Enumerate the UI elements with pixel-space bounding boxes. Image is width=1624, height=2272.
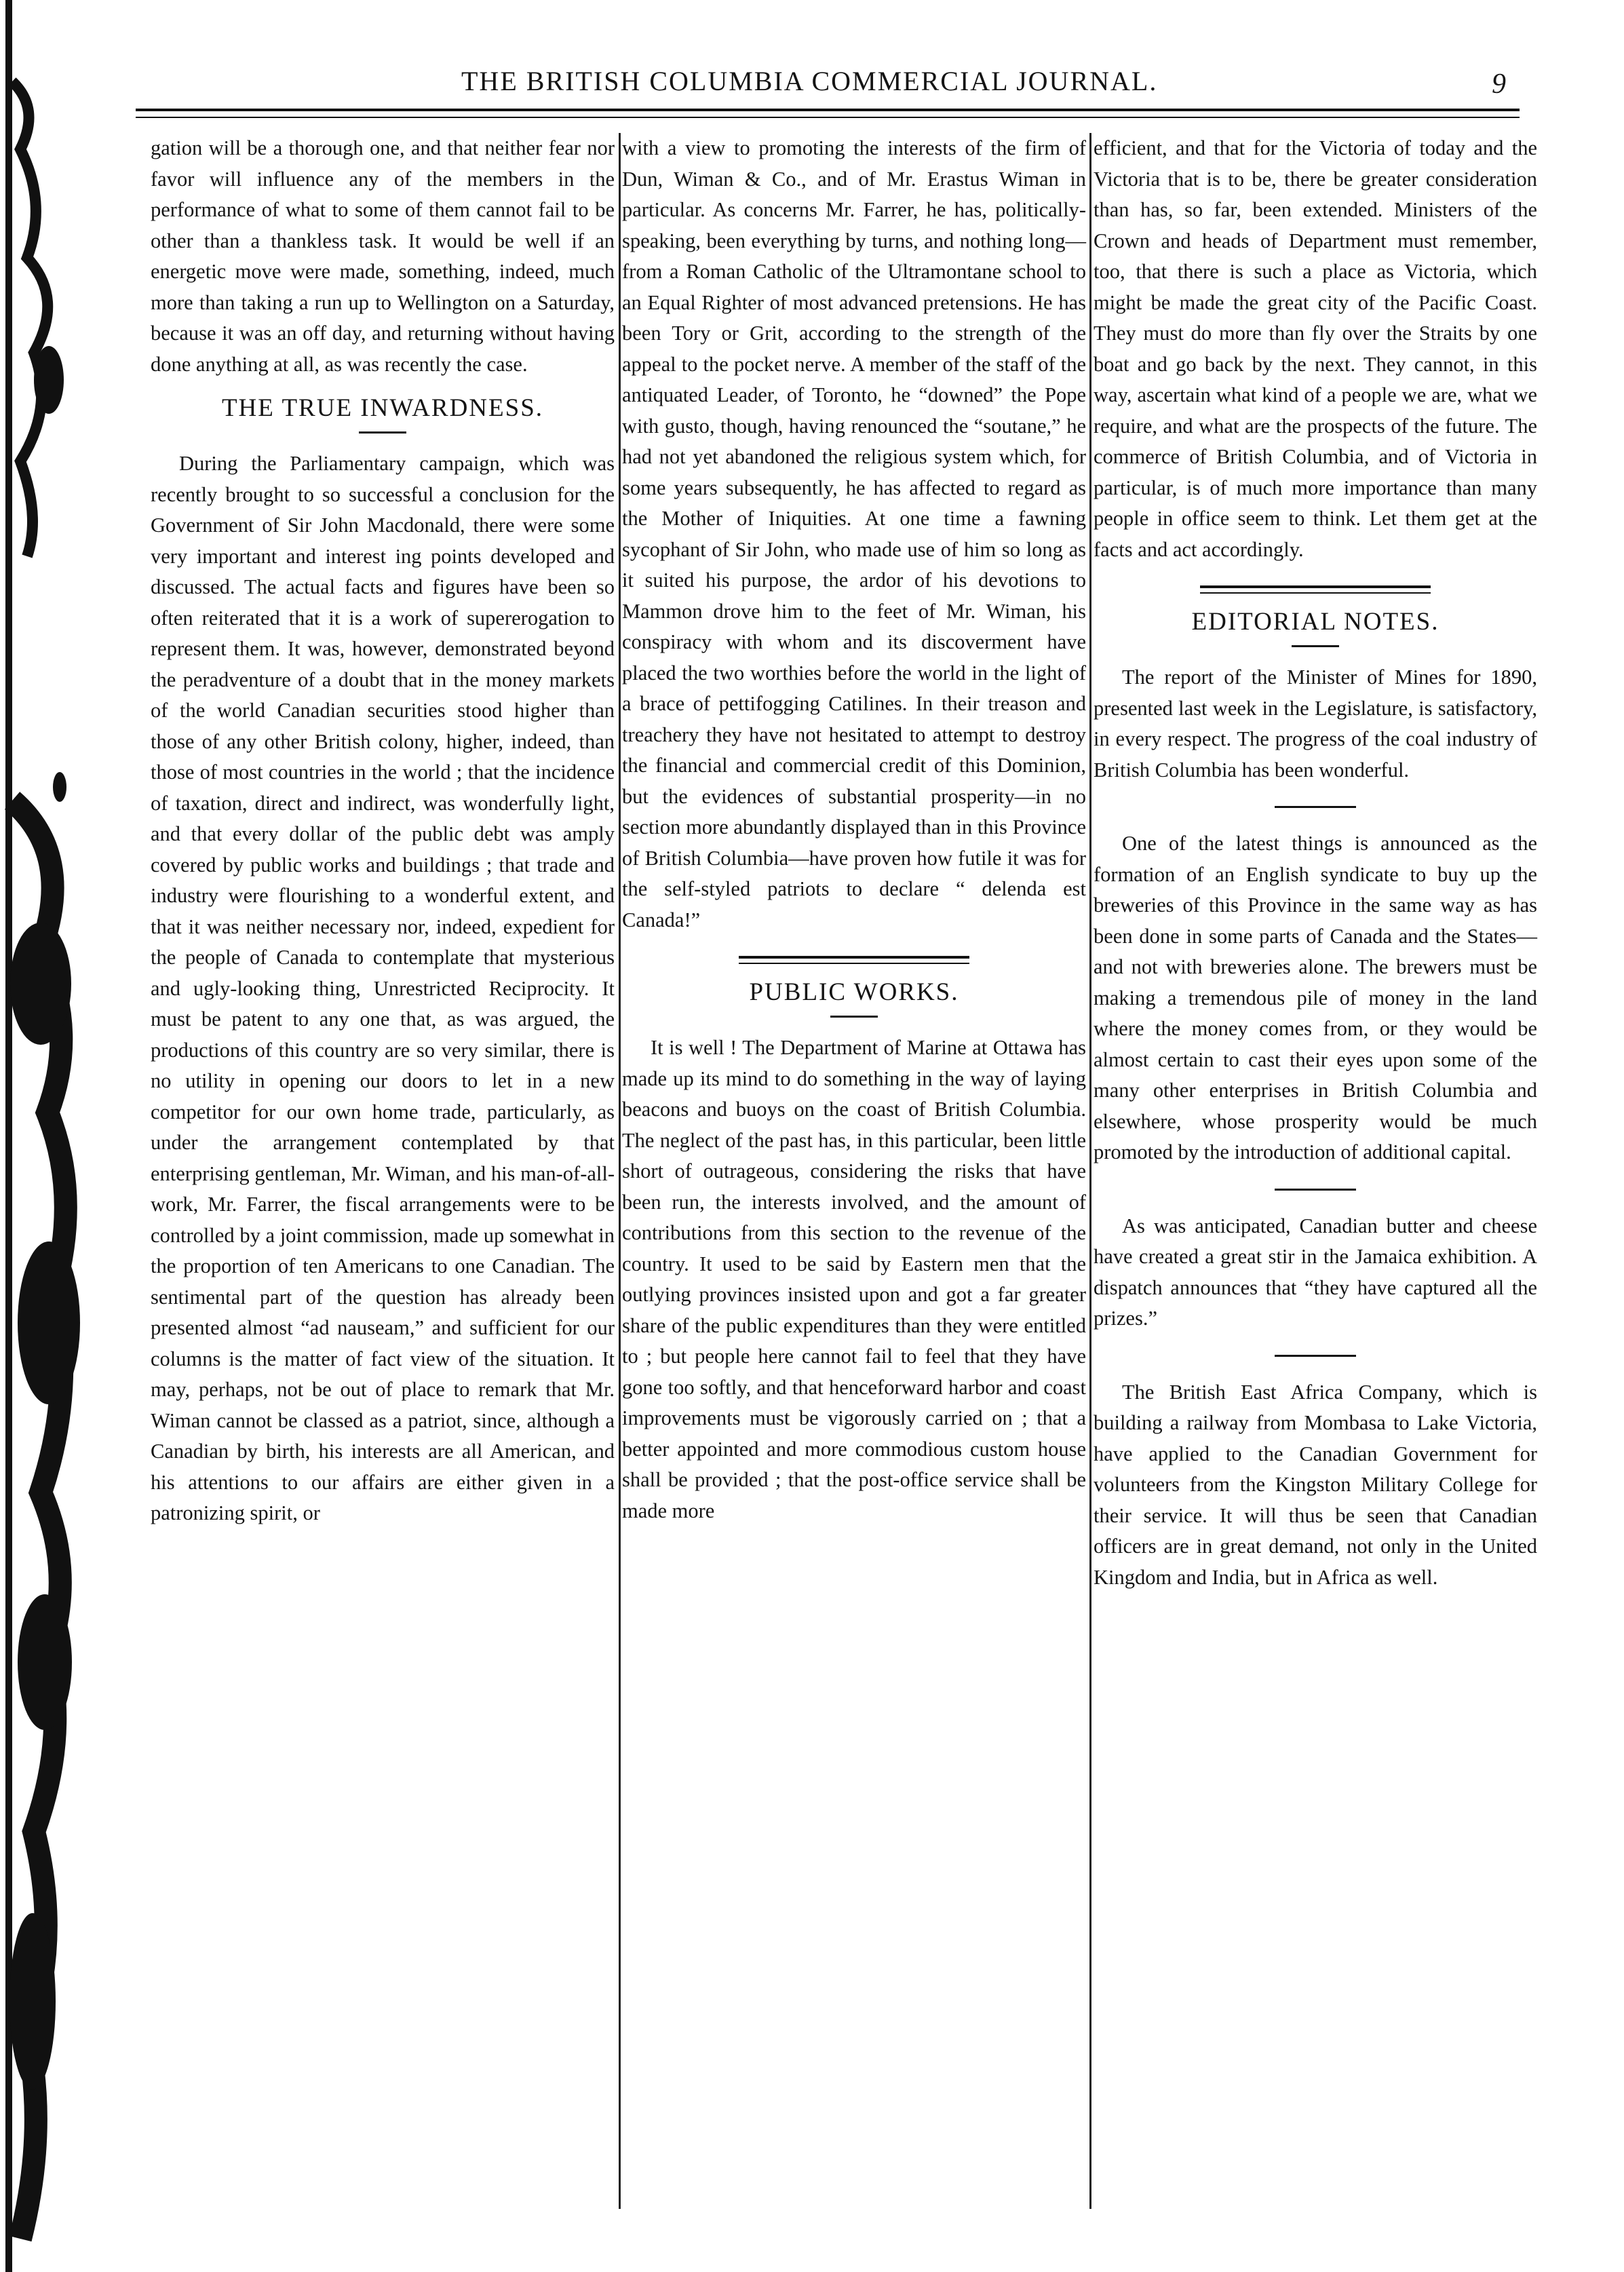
heading-rule: [359, 431, 406, 434]
article-continuation: with a view to promoting the interests of the firm of Dun, Wiman & Co., and of Mr. Erastus Wiman in particular. As concerns Mr. Farrer, he has, politically-speaking, been everything by turns, and nothing long—from a Roman Catholic of the Ultramontane school to an Equal Righter of most advanced pretensions. He has been Tory or Grit, according to the strength of the appeal to the pocket nerve. A member of the staff of the antiquated Leader, of Toronto, he “downed” the Pope with gusto, though, having renounced the “soutane,” he had not yet abandoned the religious system which, for some years subsequently, he has affected to regard as the Mother of Iniquities. At one time a fawning sycophant of Sir John, who made use of him so long as it suited his purpose, the ardor of his devotions to Mammon drove him to the feet of Mr. Wiman, his conspiracy with whom and its discoverment have placed the two worthies before the world in the light of a brace of pettifogging Catilines. In their treason and treachery they have not hesitated to attempt to destroy the financial and commercial credit of this Dominion, but the evidences of substantial prosperity—in no section more abundantly displayed than in this Province of British Columbia—have proven how futile it was for the self-styled patriots to declare “ delenda est Canada!”: [622, 136, 1086, 931]
editorial-note: As was anticipated, Canadian butter and cheese have created a great stir in the Jamaica exhibition. A dispatch announces that “they have captured all the prizes.”: [1094, 1214, 1537, 1330]
editorial-note: The British East Africa Company, which is building a railway from Mombasa to Lake Victoria, have applied to the Canadian Government for volunteers from the Kingston Military College for their service. It will thus be seen that Canadian officers are in great demand, not only in the United Kingdom and India, but in Africa as well.: [1094, 1380, 1537, 1589]
page-number: 9: [1492, 69, 1506, 100]
section-double-rule: [739, 956, 969, 964]
note-rule: [1275, 1189, 1356, 1191]
header-rule-thin: [136, 117, 1520, 118]
heading-public-works: PUBLIC WORKS.: [749, 978, 959, 1006]
column-divider: [1089, 133, 1091, 2209]
article-true-inwardness: During the Parliamentary campaign, which was recently brought to so successful a conclusion for the Government of Sir John Macdonald, there were some very important and interest ing points developed and discussed. The actual facts and figures have been so often reiterated that it is a work of supererogation to represent them. It was, however, demonstrated beyond the peradventure of a doubt that in the money markets of the world Canadian securities stood higher than those of any other British colony, higher, indeed, than those of most countries in the world ; that the incidence of taxation, direct and indirect, was wonderfully light, and that every dollar of the public debt was amply covered by public works and buildings ; that trade and industry were flourishing to a wonderful extent, and that it was neither necessary nor, indeed, expedient for the people of Canada to contemplate that mysterious and ugly-looking thing, Unrestricted Reciprocity. It must be patent to any one that, as was argued, the productions of this country are so very similar, there is no utility in opening our doors to let in a new competitor for our own home trade, particularly, as under the arrangement contemplated by that enterprising gentleman, Mr. Wiman, and his man-of-all-work, Mr. Farrer, the fiscal arrangements were to be controlled by a joint commission, made up somewhat in the proportion of ten Americans to one Canadian. The sentimental part of the question has already been presented almost “ad nauseam,” and sufficient for our columns is the matter of fact view of the situation. It may, perhaps, not be out of place to remark that Mr. Wiman cannot be classed as a patriot, since, although a Canadian by birth, his interests are all American, and his attentions to our affairs are either given in a patronizing spirit, or: [151, 452, 615, 1524]
page-header: [380, 65, 1533, 106]
heading-editorial-notes: EDITORIAL NOTES.: [1191, 608, 1439, 636]
article-public-works: It is well ! The Department of Marine at Ottawa has made up its mind to do something in the way of laying beacons and buoys on the coast of British Columbia. The neglect of the past has, in this particular, been little short of outrageous, considering the risks that have been run, the interests involved, and the amount of contributions from this section to the revenue of the country. It used to be said by Eastern men that the outlying provinces insisted upon and got a far greater share of the public expenditures than they were entitled to ; but people here cannot fail to feel that they have gone too softly, and that henceforward harbor and coast improvements must be vigorously carried on ; that a better appointed and more commodious custom house shall be provided ; that the post-office service shall be made more: [622, 1036, 1086, 1522]
editorial-note: One of the latest things is announced as the formation of an English syndicate to buy up the breweries of this Province in the same way as has been done in some parts of Canada and the States—and not with breweries alone. The brewers must be making a tremendous pile of money in the land where the money comes from, or they would be almost certain to cast their eyes upon some of the many other enterprises in British Columbia and elsewhere, whose prosperity would be much promoted by the introduction of additional capital.: [1094, 832, 1537, 1163]
running-title: THE BRITISH COLUMBIA COMMERCIAL JOURNAL.: [461, 66, 1158, 96]
heading-rule: [1292, 645, 1339, 647]
binding-edge-ink: [0, 0, 81, 2272]
column-1: [151, 133, 615, 1529]
article-continuation: gation will be a thorough one, and that neither fear nor favor will influence any of the members in the performance of what to some of them cannot fail to be other than a thankless task. It would be well if an energetic move were made, something, indeed, much more than taking a run up to Wellington on a Saturday, because it was an off day, and returning without having done anything at all, as was recently the case.: [151, 136, 615, 376]
heading-true-inwardness: THE TRUE INWARDNESS.: [221, 394, 544, 422]
note-rule: [1275, 1355, 1356, 1357]
column-3: [1094, 133, 1537, 1593]
editorial-note: The report of the Minister of Mines for 1890, presented last week in the Legislature, is satisfactory, in every respect. The progress of the coal industry of British Columbia has been wonderful.: [1094, 666, 1537, 782]
column-2: [622, 133, 1086, 1526]
section-double-rule: [1200, 585, 1431, 594]
header-rule: [136, 109, 1520, 111]
note-rule: [1275, 806, 1356, 808]
heading-rule: [830, 1016, 878, 1018]
article-continuation: efficient, and that for the Victoria of today and the Victoria that is to be, there be greater consideration than has, so far, been extended. Ministers of the Crown and heads of Department must remember, too, that there is such a place as Victoria, which might be made the great city of the Pacific Coast. They must do more than fly over the Straits by one boat and go back by the next. They cannot, in this way, ascertain what kind of a people we are, what we require, and what are the prospects of the future. The commerce of British Columbia, and of Victoria in particular, is of much more importance than many people in office seem to think. Let them get at the facts and act accordingly.: [1094, 136, 1537, 561]
column-divider: [619, 133, 621, 2209]
